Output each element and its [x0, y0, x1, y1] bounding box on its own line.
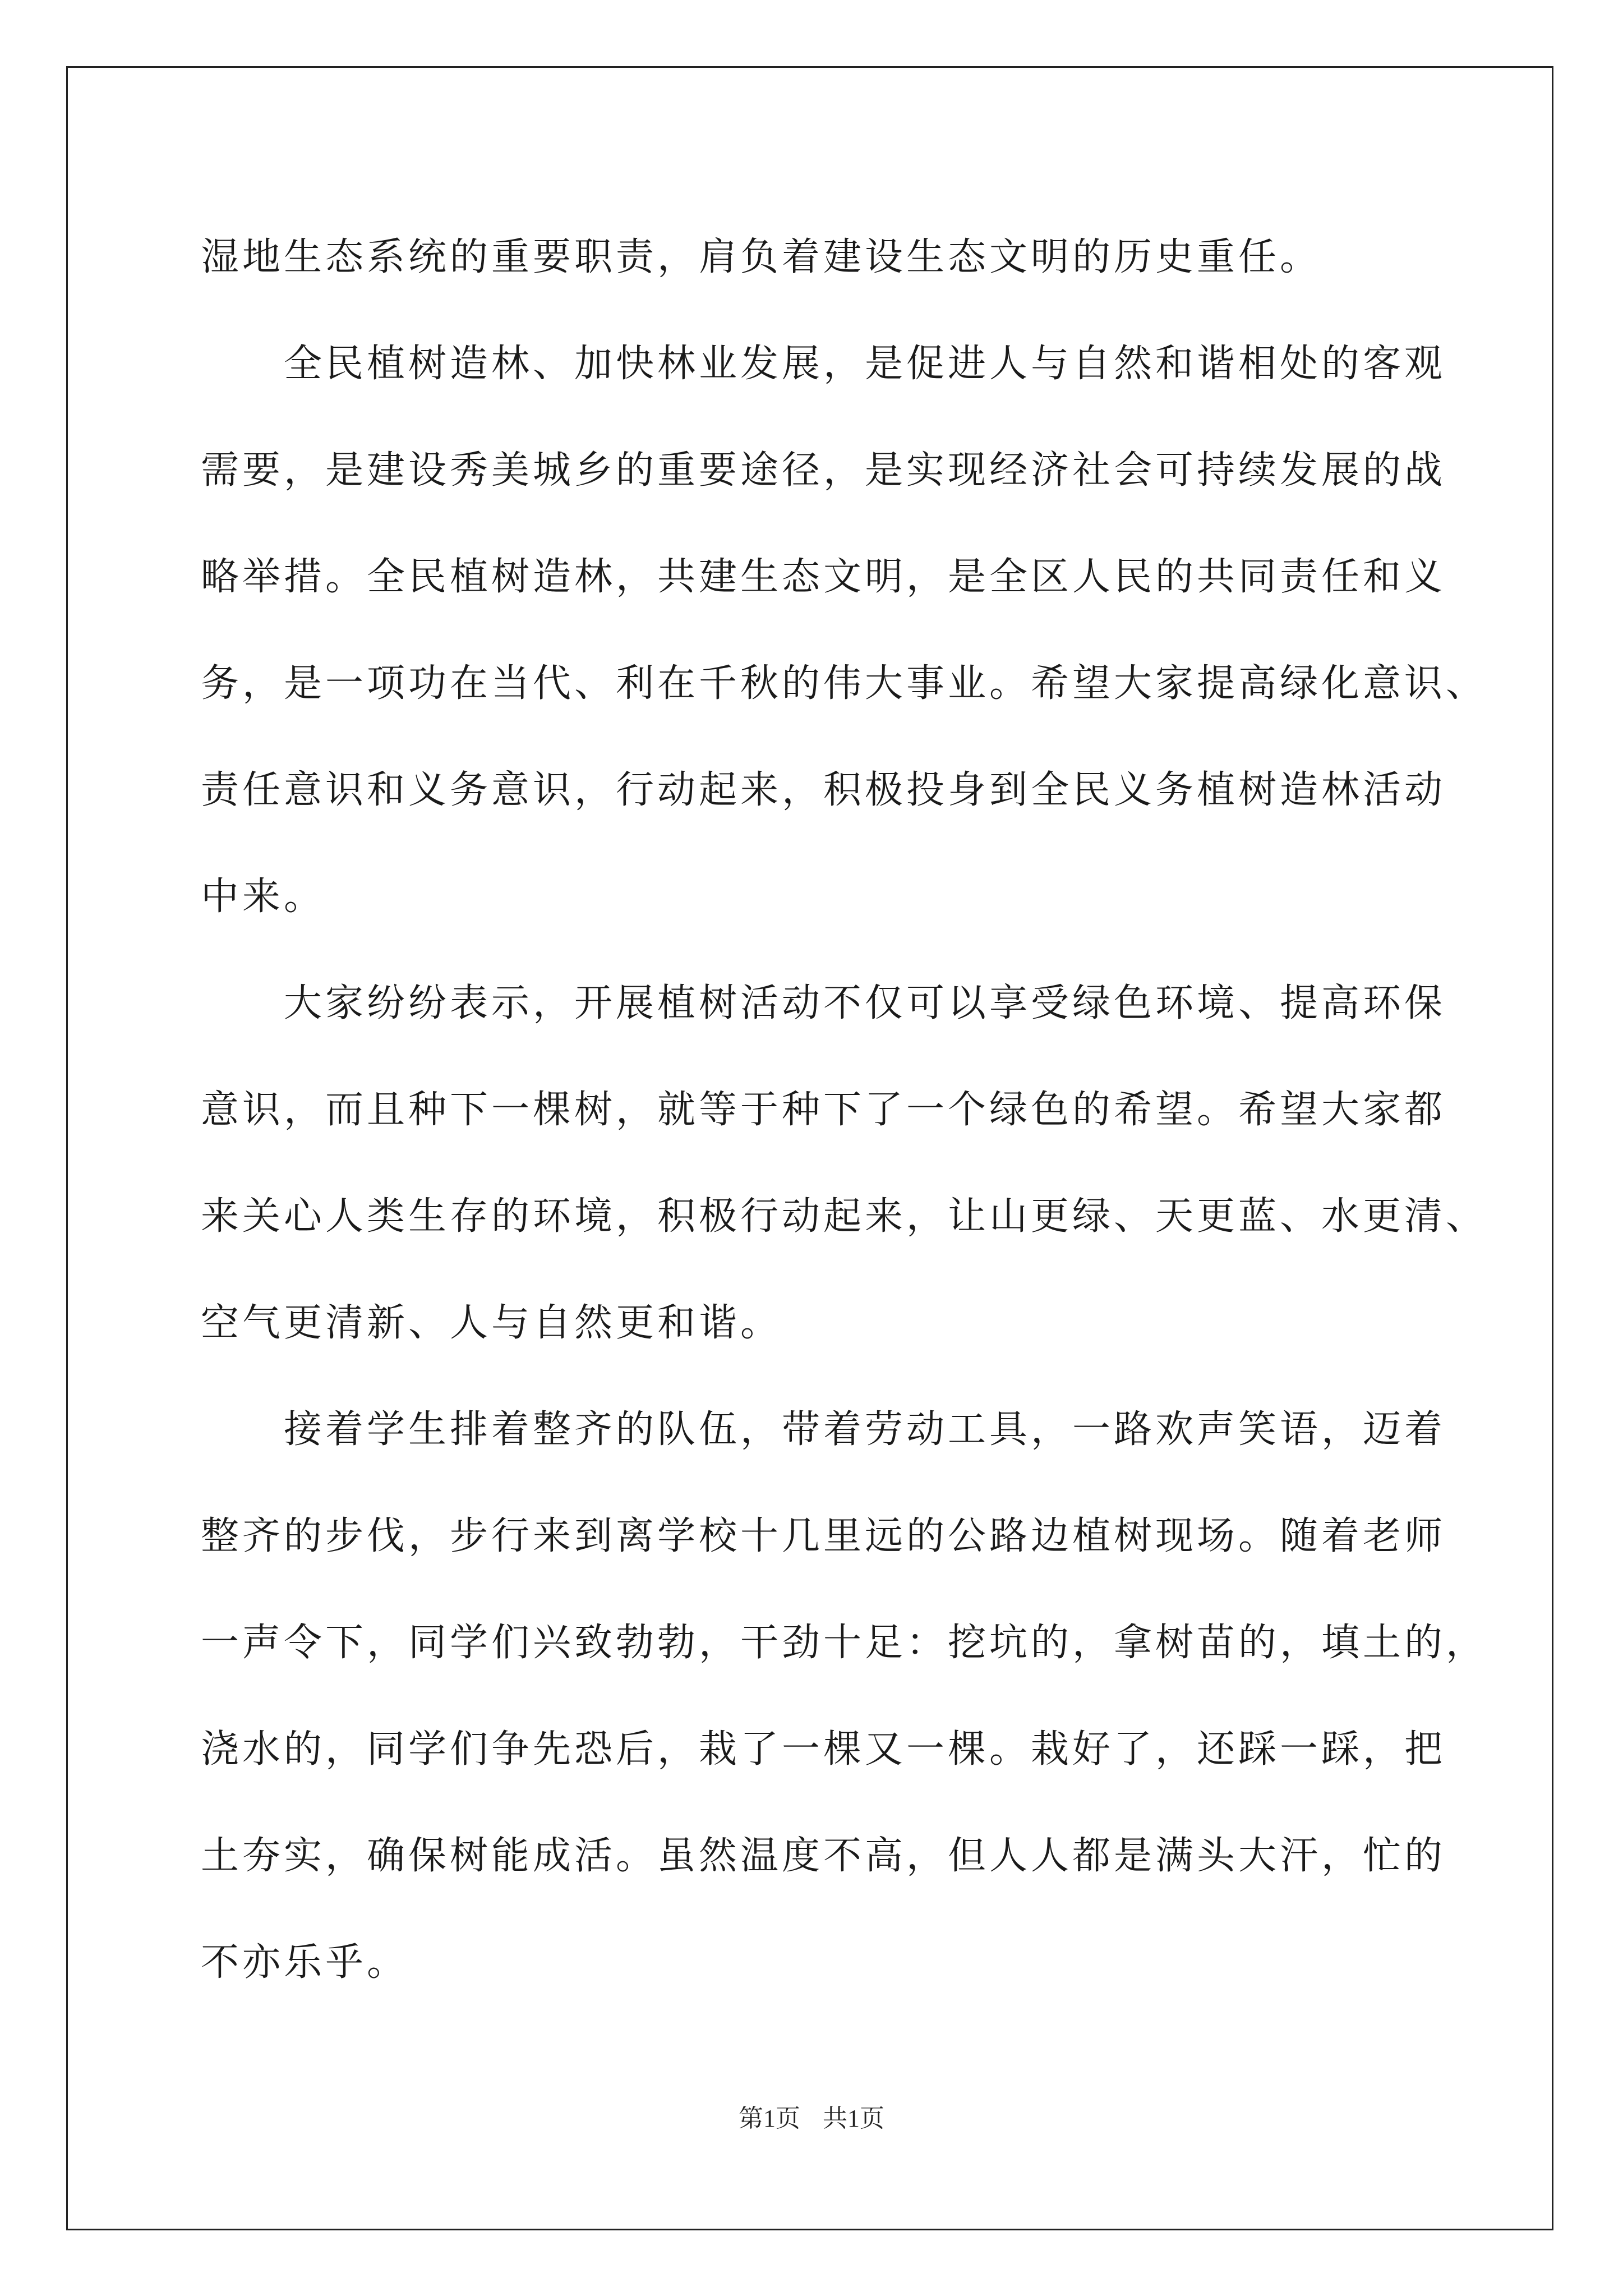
- text-line: 中来。: [201, 875, 326, 919]
- document-body: [201, 204, 1488, 2016]
- text-line: 一声令下，同学们兴致勃勃，干劲十足：挖坑的，拿树苗的，填土的，: [201, 1621, 1488, 1665]
- paragraph-first-line: 大家纷纷表示，开展植树活动不仅可以享受绿色环境、提高环保: [284, 981, 1446, 1025]
- text-line: 来关心人类生存的环境，积极行动起来，让山更绿、天更蓝、水更清、: [201, 1194, 1488, 1239]
- text-line: 浇水的，同学们争先恐后，栽了一棵又一棵。栽好了，还踩一踩，把: [201, 1727, 1446, 1772]
- text-line: 意识，而且种下一棵树，就等于种下了一个绿色的希望。希望大家都: [201, 1088, 1446, 1132]
- text-line: 空气更清新、人与自然更和谐。: [201, 1301, 782, 1345]
- text-line: 责任意识和义务意识，行动起来，积极投身到全民义务植树造林活动: [201, 768, 1446, 812]
- page-total: 共1页: [823, 2105, 884, 2132]
- text-line: 土夯实，确保树能成活。虽然温度不高，但人人都是满头大汗，忙的: [201, 1834, 1446, 1878]
- text-line: 需要，是建设秀美城乡的重要途径，是实现经济社会可持续发展的战: [201, 448, 1446, 493]
- paragraph-first-line: 接着学生排着整齐的队伍，带着劳动工具，一路欢声笑语，迈着: [284, 1407, 1446, 1452]
- page-footer: [0, 2098, 1623, 2134]
- text-line: 整齐的步伐，步行来到离学校十几里远的公路边植树现场。随着老师: [201, 1514, 1446, 1558]
- text-line: 湿地生态系统的重要职责，肩负着建设生态文明的历史重任。: [201, 235, 1322, 279]
- page-number: 第1页: [739, 2105, 800, 2132]
- text-line: 务，是一项功在当代、利在千秋的伟大事业。希望大家提高绿化意识、: [201, 661, 1488, 706]
- paragraph-first-line: 全民植树造林、加快林业发展，是促进人与自然和谐相处的客观: [284, 342, 1446, 386]
- text-line: 不亦乐乎。: [201, 1940, 409, 1985]
- text-line: 略举措。全民植树造林，共建生态文明，是全区人民的共同责任和义: [201, 555, 1446, 599]
